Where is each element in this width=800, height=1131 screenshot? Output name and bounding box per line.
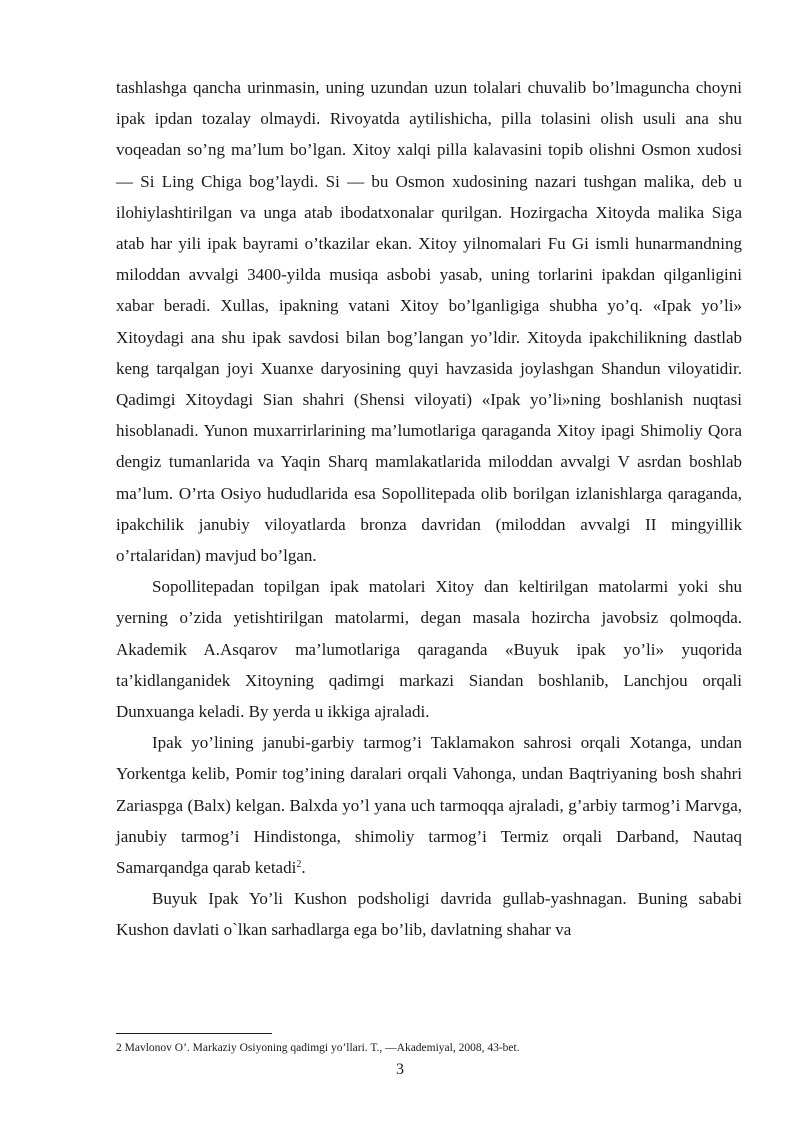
paragraph-3-text: Ipak yo’lining janubi-garbiy tarmog’i Taklamakon sahrosi orqali Xotanga, undan Yorkentga kelib, Pomir tog’ining daralari orqali Vahonga, undan Baqtriyaning bosh shahri Zariaspga (Balx) kelgan. Balxda yo’l yana uch tarmoqqa ajraladi, g’arbiy tarmog’i Marvga, janubiy tarmog’i Hindistonga, shimoliy tarmog’i Termiz orqali Darband, Nautaq Samarqandga qarab ketadi [116,733,742,878]
footnote-reference[interactable]: 2 [296,859,302,871]
paragraph-3-end: . [301,858,306,878]
footnote-separator [116,1033,272,1034]
paragraph-1 [116,72,742,571]
paragraph-4-text: Buyuk Ipak Yo’li Kushon podsholigi davrida gullab-yashnagan. Buning sababi Kushon davlati o`lkan sarhadlarga ega bo’lib, davlatning shahar va [116,889,742,940]
paragraph-3 [116,727,742,883]
paragraph-2-text: Sopollitepadan topilgan ipak matolari Xitoy dan keltirilgan matolarmi yoki shu yerning o’zida yetishtirilgan matolarmi, degan masala hozircha javobsiz qolmoqda. Akademik A.Asqarov ma’lumotlariga qaraganda «Buyuk ipak yo’li» yuqorida ta’kidlanganidek Xitoyning qadimgi markazi Siandan boshlanib, Lanchjou orqali Dunxuanga keladi. By yerda u ikkiga ajraladi. [116,577,742,722]
paragraph-1-text: tashlashga qancha urinmasin, uning uzundan uzun tolalari chuvalib bo’lmaguncha choyni ipak ipdan tozalay olmaydi. Rivoyatda aytilishicha, pilla tolasini olish usuli ana shu voqeadan so’ng ma’lum bo’lgan. Xitoy xalqi pilla kalavasini topib olishni Osmon xudosi — Si Ling Chiga bog’laydi. Si — bu Osmon xudosining nazari tushgan malika, deb u ilohiylashtirilgan va unga atab ibodatxonalar qurilgan. Hozirgacha Xitoyda malika Siga atab har yili ipak bayrami o’tkazilar ekan. Xitoy yilnomalari Fu Gi ismli hunarmandning miloddan avvalgi 3400-yilda musiqa asbobi yasab, uning torlarini ipakdan qilganligini xabar beradi. Xullas, ipakning vatani Xitoy bo’lganligiga shubha yo’q. «Ipak yo’li» Xitoydagi ana shu ipak savdosi bilan bog’langan yo’ldir. Xitoyda ipakchilikning dastlab keng tarqalgan joyi Xuanxe daryosining quyi havzasida joylashgan Shandun viloyatidir. Qadimgi Xitoydagi Sian shahri (Shensi viloyati) «Ipak yo’li»ning boshlanish nuqtasi hisoblanadi. Yunon muxarrirlarining ma’lumotlariga qaraganda Xitoy ipagi Shimoliy Qora dengiz tumanlarida va Yaqin Sharq mamlakatlarida miloddan avvalgi V asrdan boshlab ma’lum. O’rta Osiyo hududlarida esa Sopollitepada olib borilgan izlanishlarga qaraganda, ipakchilik janubiy viloyatlarda bronza davridan (miloddan avvalgi II mingyillik o’rtalaridan) mavjud bo’lgan. [116,78,742,566]
paragraph-4 [116,883,742,945]
footnote: 2 Mavlonov O’. Markaziy Osiyoning qadimgi yo’llari. T., —Akademiyal, 2008, 43-bet. [116,1042,520,1054]
body-text [116,72,742,946]
page-number: 3 [396,1061,404,1078]
paragraph-2 [116,571,742,727]
